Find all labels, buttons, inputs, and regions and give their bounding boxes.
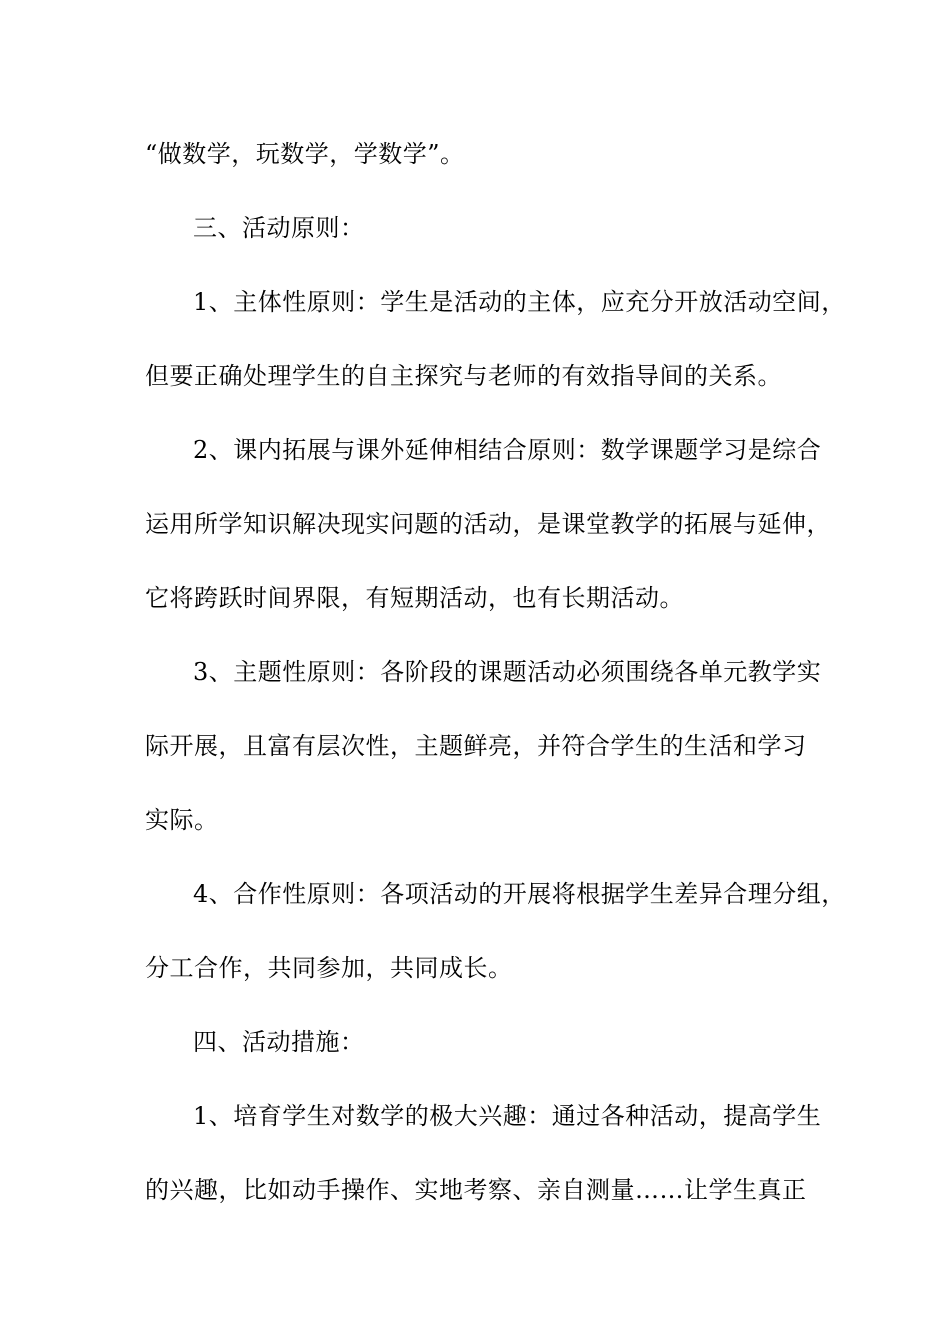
text-line: “做数学，玩数学，学数学”。 — [145, 140, 465, 168]
text-line: 的兴趣，比如动手操作、实地考察、亲自测量……让学生真正 — [145, 1176, 807, 1204]
text-line: 3、主题性原则：各阶段的课题活动必须围绕各单元教学实 — [193, 658, 822, 686]
text-line: 分工合作，共同参加，共同成长。 — [145, 954, 513, 982]
text-line: 它将跨跃时间界限，有短期活动，也有长期活动。 — [145, 584, 684, 612]
text-line: 运用所学知识解决现实问题的活动，是课堂教学的拓展与延伸， — [145, 510, 831, 538]
text-line: 1、培育学生对数学的极大兴趣：通过各种活动，提高学生 — [193, 1102, 822, 1130]
text-line: 但要正确处理学生的自主探究与老师的有效指导间的关系。 — [145, 362, 782, 390]
text-line: 2、课内拓展与课外延伸相结合原则：数学课题学习是综合 — [193, 436, 822, 464]
text-line: 实际。 — [145, 806, 219, 834]
text-line: 1、主体性原则：学生是活动的主体，应充分开放活动空间， — [193, 288, 846, 316]
text-line: 际开展，且富有层次性，主题鲜亮，并符合学生的生活和学习 — [145, 732, 807, 760]
section-heading: 三、活动原则： — [193, 214, 365, 242]
text-line: 4、合作性原则：各项活动的开展将根据学生差异合理分组， — [193, 880, 846, 908]
section-heading: 四、活动措施： — [193, 1028, 365, 1056]
